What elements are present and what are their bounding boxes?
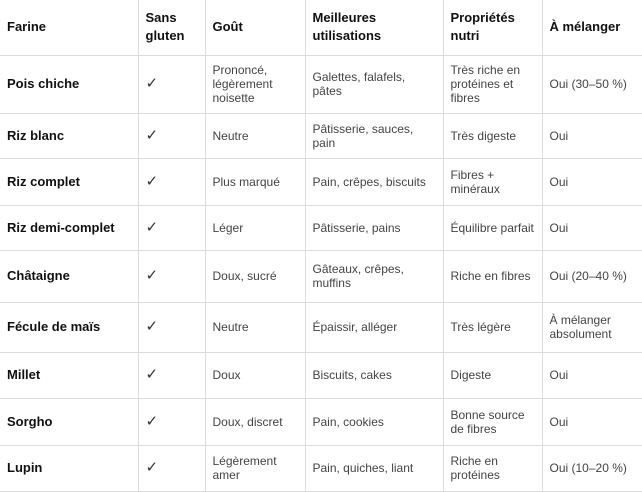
taste-cell: Prononcé, légèrement noisette [205,55,305,113]
gluten-free-check-icon: ✓ [138,158,205,205]
flour-name: Riz complet [0,158,138,205]
nutrition-cell: Très riche en protéines et fibres [443,55,542,113]
flour-name: Millet [0,352,138,398]
gluten-free-check-icon: ✓ [138,445,205,491]
flour-name: Fécule de maïs [0,302,138,352]
nutrition-cell: Bonne source de fibres [443,398,542,445]
header-farine: Farine [0,0,138,55]
uses-cell: Pâtisserie, pains [305,205,443,250]
header-nutri: Propriétés nutri [443,0,542,55]
uses-cell: Biscuits, cakes [305,352,443,398]
taste-cell: Légèrement amer [205,445,305,491]
header-row [0,0,642,55]
mix-cell: Oui (30–50 %) [542,55,642,113]
header-utilisations: Meilleures utilisations [305,0,443,55]
header-gout: Goût [205,0,305,55]
gluten-free-check-icon: ✓ [138,205,205,250]
nutrition-cell: Riche en fibres [443,250,542,302]
mix-cell: Oui (20–40 %) [542,250,642,302]
gluten-free-check-icon: ✓ [138,398,205,445]
table-row [0,55,642,113]
header-sans-gluten: Sans gluten [138,0,205,55]
uses-cell: Pain, crêpes, biscuits [305,158,443,205]
uses-cell: Pain, cookies [305,398,443,445]
header-melanger: À mélanger [542,0,642,55]
mix-cell: Oui [542,398,642,445]
nutrition-cell: Digeste [443,352,542,398]
taste-cell: Plus marqué [205,158,305,205]
flour-name: Châtaigne [0,250,138,302]
uses-cell: Épaissir, alléger [305,302,443,352]
mix-cell: Oui [542,113,642,158]
nutrition-cell: Très digeste [443,113,542,158]
nutrition-cell: Fibres + minéraux [443,158,542,205]
flour-name: Riz blanc [0,113,138,158]
flour-name: Sorgho [0,398,138,445]
taste-cell: Doux [205,352,305,398]
mix-cell: À mélanger absolument [542,302,642,352]
table-row [0,158,642,205]
nutrition-cell: Très légère [443,302,542,352]
mix-cell: Oui (10–20 %) [542,445,642,491]
uses-cell: Pain, quiches, liant [305,445,443,491]
taste-cell: Neutre [205,302,305,352]
flour-name: Riz demi-complet [0,205,138,250]
flour-name: Lupin [0,445,138,491]
gluten-free-check-icon: ✓ [138,352,205,398]
uses-cell: Gâteaux, crêpes, muffins [305,250,443,302]
taste-cell: Doux, discret [205,398,305,445]
gluten-free-check-icon: ✓ [138,113,205,158]
table-row [0,113,642,158]
table-row [0,250,642,302]
mix-cell: Oui [542,158,642,205]
table-row [0,302,642,352]
uses-cell: Pâtisserie, sauces, pain [305,113,443,158]
uses-cell: Galettes, falafels, pâtes [305,55,443,113]
mix-cell: Oui [542,205,642,250]
table-row [0,352,642,398]
taste-cell: Doux, sucré [205,250,305,302]
table-row [0,445,642,491]
flour-name: Pois chiche [0,55,138,113]
table-row [0,205,642,250]
mix-cell: Oui [542,352,642,398]
nutrition-cell: Équilibre parfait [443,205,542,250]
table-row [0,398,642,445]
gluten-free-check-icon: ✓ [138,250,205,302]
gluten-free-check-icon: ✓ [138,302,205,352]
nutrition-cell: Riche en protéines [443,445,542,491]
taste-cell: Léger [205,205,305,250]
taste-cell: Neutre [205,113,305,158]
gluten-free-check-icon: ✓ [138,55,205,113]
